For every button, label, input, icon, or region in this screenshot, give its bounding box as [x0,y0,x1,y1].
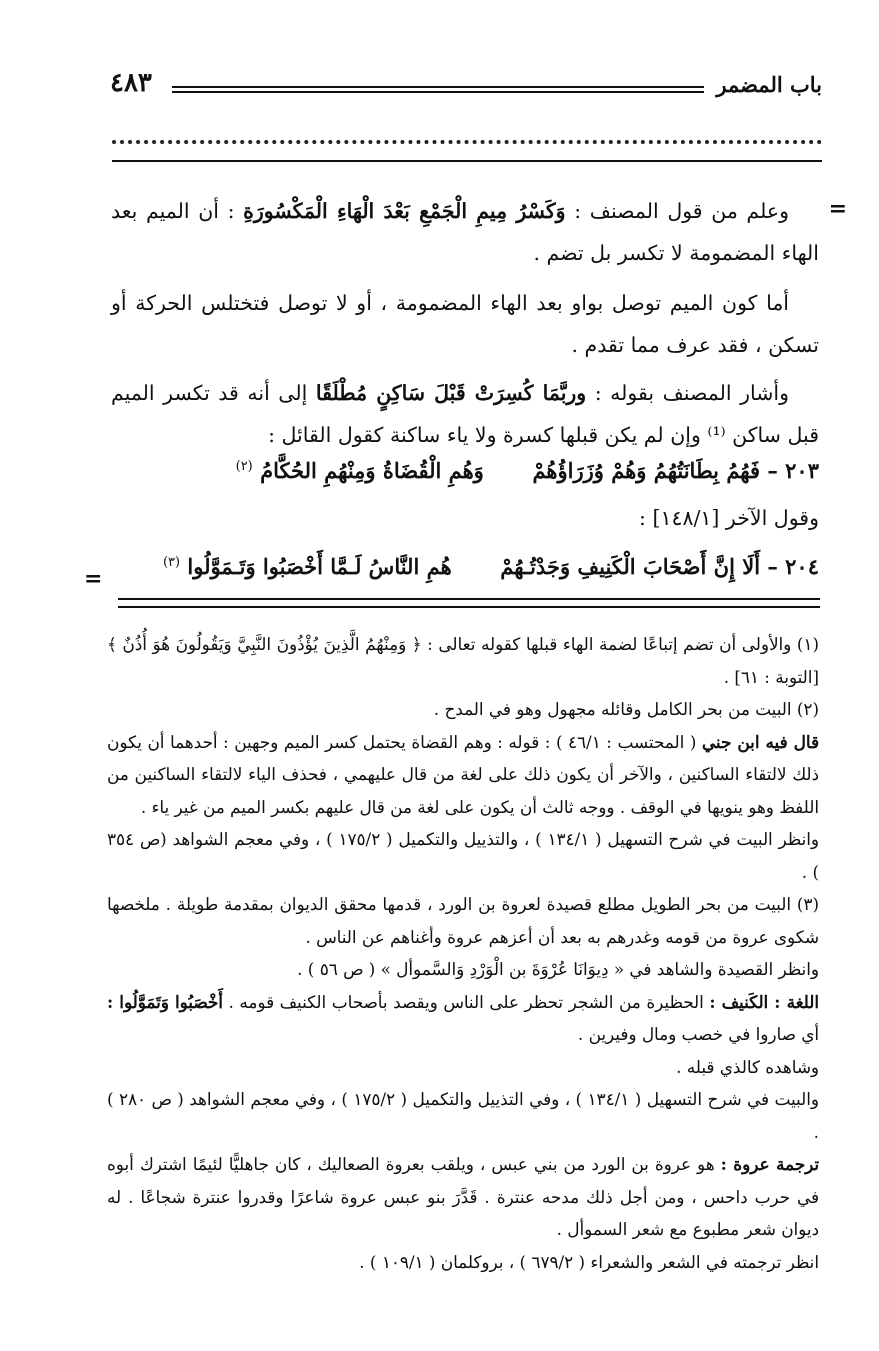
para1-lead: وعلم من قول المصنف : [565,199,789,223]
footnote-ref-2: (٢) [235,459,253,474]
verse-204-number: ٢٠٤ – [767,554,819,579]
footnote-2-references: وانظر البيت في شرح التسهيل ( ١٣٤/١ ) ، والتذييل والتكميل ( ١٧٥/٢ ) ، وفي معجم الشواهد (ص ٣٥٤ ) . [107,829,820,882]
paragraph-1 [111,190,819,274]
footnote-3: (٣) البيت من بحر الطويل مطلع قصيدة لعروة بن الورد ، قدمها محقق الديوان بمقدمة طويلة . ملخصها شكوى عروة من قومه وغدرهم به بعد أن أعزهم عروة وأغناهم عن الناس . [107,894,819,947]
verse-204 [163,554,819,579]
para3-lead: وأشار المصنف بقوله : [586,381,790,405]
footnote-3-source: وانظر القصيدة والشاهد في « دِيوَانَا عُرْوَةَ بن الْوَرْدِ وَالسَّموأل » ( ص ٥٦ ) . [297,959,819,979]
other-poet-intro: وقول الآخر [١٤٨/١] : [639,506,819,530]
para1-quote: وَكَسْرُ مِيمِ الْجَمْعِ بَعْدَ الْهَاءِ الْمَكْسُورَةِ [243,199,566,223]
verse-203-first-hemistich: فَهُمُ بِطَانَتُهُمُ وَهُمْ وُزَرَاؤُهُمْ [532,458,761,483]
verse-203-number: ٢٠٣ – [767,458,819,483]
margin-mark-right: = [828,196,847,222]
footnote-3-lexicon-lead: اللغة : الكَنيف : [709,991,820,1012]
page-number: ٤٨٣ [110,68,152,98]
footnote-3-lexicon-term: أَخْصَبُوا وَتَمَوَّلُوا : [107,991,223,1012]
para3-quote: وربَّمَا كُسِرَتْ قَبْلَ سَاكِنٍ مُطْلَقًا [315,381,587,405]
header-rule [172,86,704,88]
footnote-3-biography-lead: ترجمة عروة : [720,1154,819,1174]
verse-203 [236,458,819,483]
paragraph-2: أما كون الميم توصل بواو بعد الهاء المضمومة ، أو لا توصل فتختلس الحركة أو تسكن ، فقد عرف مما تقدم . [111,291,819,357]
footnote-3-biography-text: هو عروة بن الورد من بني عبس ، ويلقب بعروة الصعاليك ، كان جاهليًّا لئيمًا اشترك أبوه في حرب داحس ، ومن أجل ذلك مدحه عنترة . قَدَّرَ بنو عبس عروة شاعرًا وقدروا عنترة شجاعًا . له ديوان شعر مطبوع مع شعر السموأل . [107,1154,819,1239]
footnote-2-commentary-lead: قال فيه ابن جني [701,731,819,752]
footnote-1: (١) والأولى أن تضم إتباعًا لضمة الهاء قبلها كقوله تعالى : ﴿ وَمِنْهُمُ الَّذِينَ يُؤْذُونَ النَّبِيَّ وَيَقُولُونَ هُوَ أُذُنٌ ﴾ [التوبة : ٦١] . [107,634,819,687]
margin-mark-left: = [84,566,103,592]
footnote-3-witness: وشاهده كالذي قبله . [676,1056,819,1077]
footnote-3-biography [107,1148,819,1246]
verse-204-second-hemistich: هُمِ النَّاسُ لَـمَّا أَخْصَبُوا وَتَـمَوَّلُوا [187,554,452,579]
running-header [110,68,822,108]
footnote-3-lexicon-tail: أي صاروا في خصب ومال وفيرين . [577,1024,819,1044]
footnote-separator-second [118,606,820,608]
footnote-3-lexicon-text: الحظيرة من الشجر تحظر على الناس ويقصد بأصحاب الكنيف قومه . [222,991,710,1012]
dotted-divider [112,140,822,152]
footnote-2: (٢) البيت من بحر الكامل وقائله مجهول وهو في المدح . [433,699,819,719]
para1-rest: : أن الميم بعد الهاء المضمومة لا تكسر بل تضم . [111,199,819,265]
main-text [111,190,819,456]
header-rule-second [172,91,704,93]
footnotes [107,628,819,1278]
footnote-2-commentary [107,726,819,824]
footnote-3-references: والبيت في شرح التسهيل ( ١٣٤/١ ) ، وفي التذييل والتكميل ( ١٧٥/٢ ) ، وفي معجم الشواهد ( ص ٢٨٠ ) . [107,1089,819,1142]
chapter-title: باب المضمر [716,72,822,97]
verse-204-first-hemistich: أَلَا إِنَّ أَصْحَابَ الْكَنِيفِ وَجَدْتُـهُمْ [500,554,761,579]
footnote-3-biography-references: انظر ترجمته في الشعر والشعراء ( ٦٧٩/٢ ) ، بروكلمان ( ١٠٩/١ ) . [359,1251,819,1272]
para3-rest: إلى أنه قد تكسر الميم قبل ساكن ⁽¹⁾ وإن لم يكن قبلها كسرة ولا ياء ساكنة كقول القائل : [111,381,819,447]
top-rule [112,160,822,162]
footnote-2-commentary-text: ( المحتسب : ٤٦/١ ) : قوله : وهم القضاة يحتمل كسر الميم وجهين : أحدهما أن يكون ذلك لالتقاء الساكنين ، والآخر أن يكون ذلك على لغة من قال عليهمي ، فحذف الياء لالتقاء الساكنين من اللفظ وهو ينويها في الوقف . ووجه ثالث أن يكون على لغة من قال عليهم بكسر الميم من غير ياء . [107,731,819,817]
verse-203-second-hemistich: وَهُمِ الْقُضَاةُ وَمِنْهُمِ الحُكَّامُ [260,458,484,483]
footnote-3-lexicon [107,986,819,1051]
footnote-ref-3: (٣) [162,555,181,570]
paragraph-3 [111,372,819,456]
footnote-separator [118,598,820,600]
